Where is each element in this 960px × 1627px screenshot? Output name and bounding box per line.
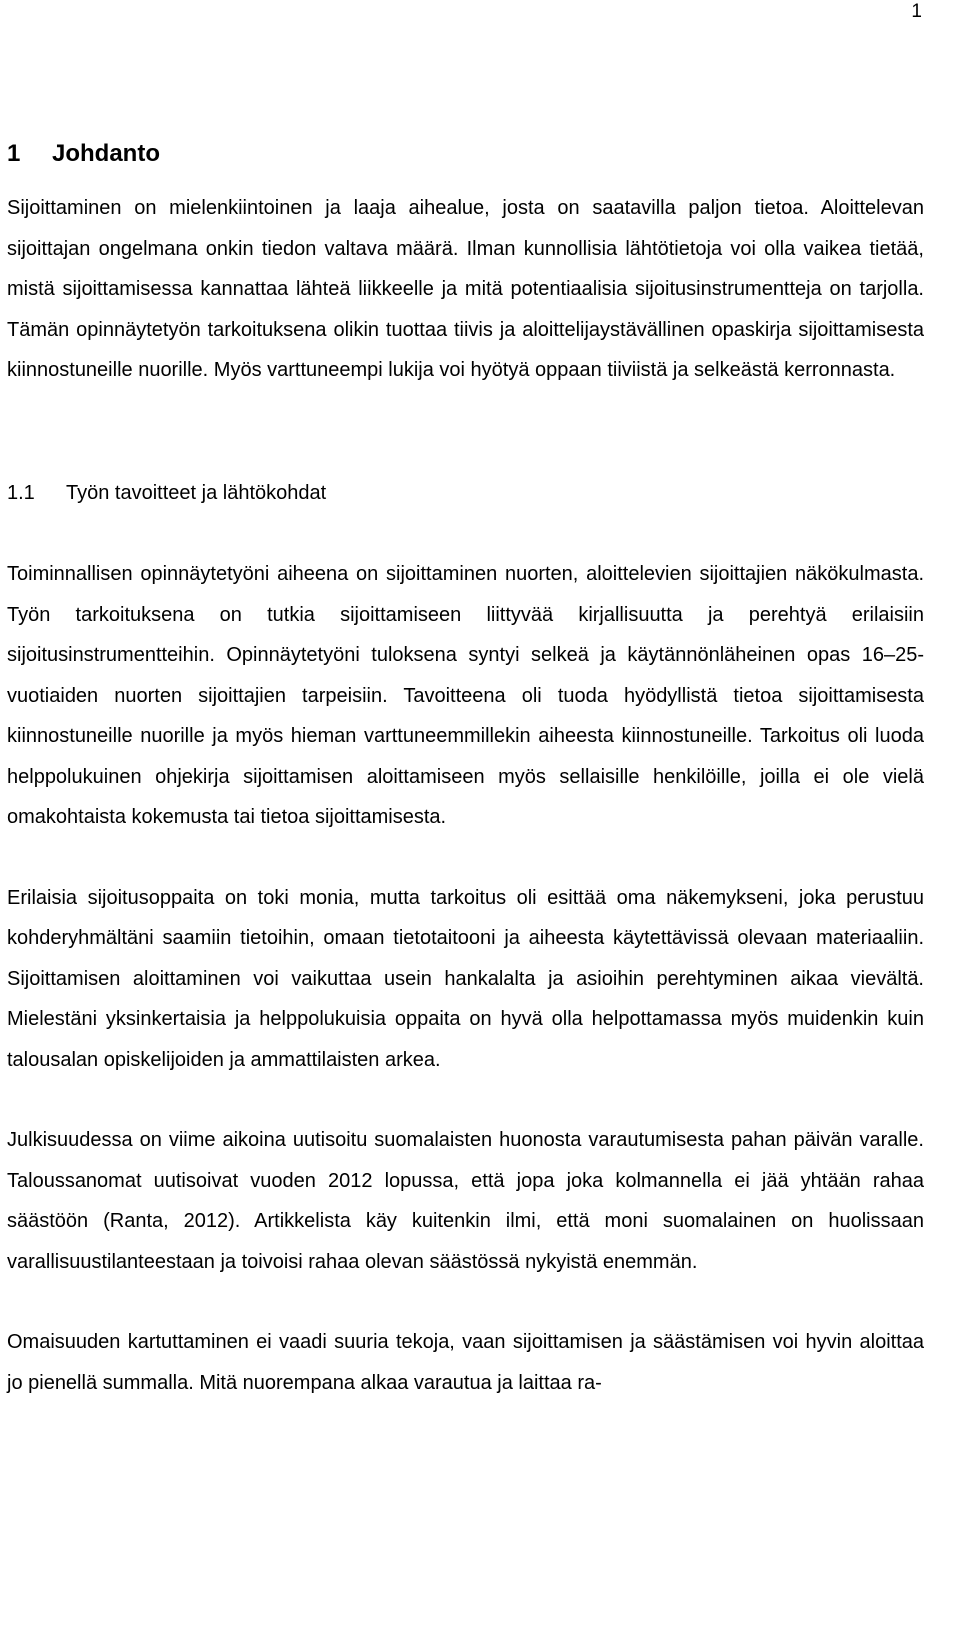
body-paragraph: Omaisuuden kartuttaminen ei vaadi suuria tekoja, vaan sijoittamisen ja säästämisen voi hyvin aloittaa jo pienellä summalla. Mitä nuorempana alkaa varautua ja laittaa ra- — [7, 1331, 924, 1394]
spacer — [7, 1282, 924, 1322]
spacer — [7, 1080, 924, 1120]
chapter-heading — [7, 137, 924, 171]
section-heading — [7, 473, 924, 514]
chapter-title: Johdanto — [52, 140, 160, 167]
chapter-number: 1 — [7, 140, 21, 167]
spacer — [7, 838, 924, 878]
spacer — [7, 391, 924, 473]
section-number: 1.1 — [7, 481, 35, 504]
document-body — [7, 137, 924, 1403]
body-paragraph: Toiminnallisen opinnäytetyöni aiheena on sijoittaminen nuorten, aloittelevien sijoittajien näkökulmasta. Työn tarkoituksena on tutkia sijoittamiseen liittyvää kirjallisuutta ja perehtyä erilaisiin sijoitusinstrumentteihin. Opinnäytetyöni tuloksena syntyi selkeä ja käytännönläheinen opas 16–25-vuotiaiden nuorten sijoittajien tarpeisiin. Tavoitteena oli tuoda hyödyllistä tietoa sijoittamisesta kiinnostuneille nuorille ja myös hieman varttuneemmillekin aiheesta kiinnostuneille. Tarkoitus oli luoda helppolukuinen ohjekirja sijoittamisen aloittamiseen myös sellaisille henkilöille, joilla ei ole vielä omakohtaista kokemusta tai tietoa sijoittamisesta. — [7, 563, 924, 828]
spacer — [7, 513, 924, 554]
body-paragraph: Julkisuudessa on viime aikoina uutisoitu suomalaisten huonosta varautumisesta pahan päivän varalle. Taloussanomat uutisoivat vuoden 2012 lopussa, että jopa joka kolmannella ei jää yhtään rahaa säästöön (Ranta, 2012). Artikkelista käy kuitenkin ilmi, että moni suomalainen on huolissaan varallisuustilanteestaan ja toivoisi rahaa olevan säästössä nykyistä enemmän. — [7, 1129, 924, 1273]
body-paragraph: Erilaisia sijoitusoppaita on toki monia, mutta tarkoitus oli esittää oma näkemykseni, joka perustuu kohderyhmältäni saamiin tietoihin, omaan tietotaitooni ja aiheesta käytettävissä olevaan materiaaliin. Sijoittamisen aloittaminen voi vaikuttaa usein hankalalta ja asioihin perehtyminen aikaa vievältä. Mielestäni yksinkertaisia ja helppolukuisia oppaita on hyvä olla helpottamassa myös muidenkin kuin talousalan opiskelijoiden ja ammattilaisten arkea. — [7, 886, 924, 1071]
intro-paragraph: Sijoittaminen on mielenkiintoinen ja laaja aihealue, josta on saatavilla paljon tietoa. Aloittelevan sijoittajan ongelmana onkin tiedon valtava määrä. Ilman kunnollisia lähtötietoja voi olla vaikea tietää, mistä sijoittamisessa kannattaa lähteä liikkeelle ja mitä potentiaalisia sijoitusinstrumentteja on tarjolla. Tämän opinnäytetyön tarkoituksena olikin tuottaa tiivis ja aloittelijaystävällinen opaskirja sijoittamisesta kiinnostuneille nuorille. Myös varttuneempi lukija voi hyötyä oppaan tiiviistä ja selkeästä kerronnasta. — [7, 197, 924, 381]
page-number: 1 — [911, 1, 922, 22]
section-title: Työn tavoitteet ja lähtökohdat — [66, 481, 327, 504]
